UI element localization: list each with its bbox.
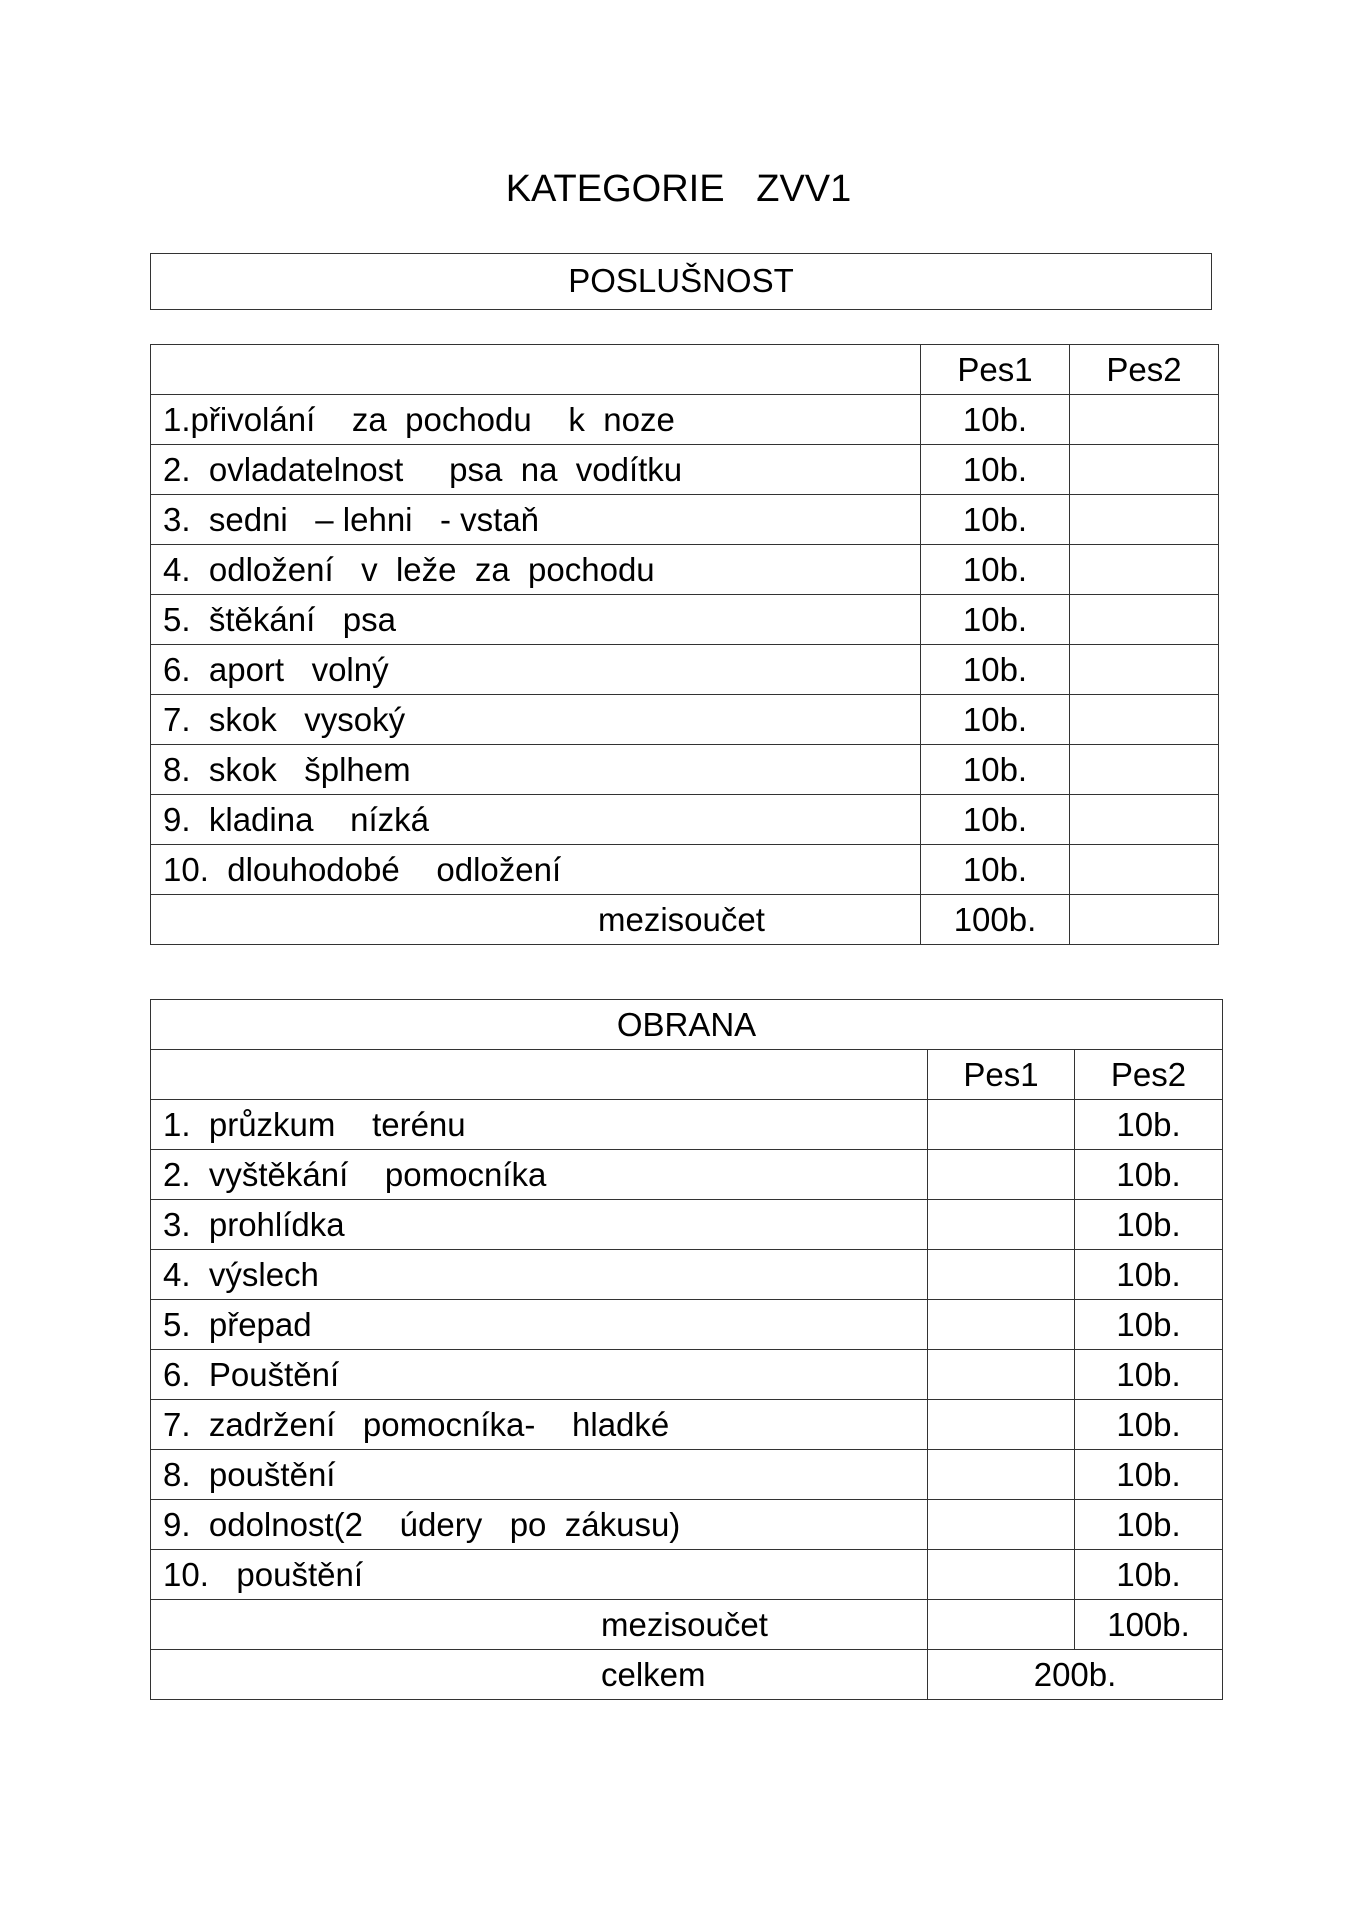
table-row	[151, 745, 1219, 795]
table-row	[151, 1350, 1223, 1400]
score-pes1	[928, 1150, 1075, 1200]
score-pes1	[928, 1250, 1075, 1300]
page-title: KATEGORIE ZVV1	[505, 168, 852, 210]
exercise-label: 4. odložení v leže za pochodu	[151, 545, 921, 595]
total-label: celkem	[151, 1650, 928, 1700]
score-pes2	[1070, 845, 1219, 895]
score-pes2	[1070, 495, 1219, 545]
score-pes2: 10b.	[1075, 1200, 1223, 1250]
table-row	[151, 845, 1219, 895]
table-row	[151, 1300, 1223, 1350]
table-row	[151, 495, 1219, 545]
exercise-label: 8. skok šplhem	[151, 745, 921, 795]
score-pes1	[928, 1350, 1075, 1400]
score-pes2	[1070, 795, 1219, 845]
table-row	[151, 595, 1219, 645]
exercise-label: 1.přivolání za pochodu k noze	[151, 395, 921, 445]
table-row	[151, 545, 1219, 595]
score-pes1: 10b.	[921, 745, 1070, 795]
score-pes2: 10b.	[1075, 1100, 1223, 1150]
exercise-label: 4. výslech	[151, 1250, 928, 1300]
table-row	[151, 1200, 1223, 1250]
score-pes1	[928, 1500, 1075, 1550]
table-row	[151, 695, 1219, 745]
header-blank	[151, 1050, 928, 1100]
header-blank	[151, 345, 921, 395]
score-pes1	[928, 1100, 1075, 1150]
score-pes1: 10b.	[921, 545, 1070, 595]
exercise-label: 9. odolnost(2 údery po zákusu)	[151, 1500, 928, 1550]
exercise-label: 2. vyštěkání pomocníka	[151, 1150, 928, 1200]
score-pes2: 10b.	[1075, 1450, 1223, 1500]
exercise-label: 1. průzkum terénu	[151, 1100, 928, 1150]
score-pes1: 10b.	[921, 445, 1070, 495]
score-pes1	[928, 1200, 1075, 1250]
table-row	[151, 1450, 1223, 1500]
exercise-label: 7. skok vysoký	[151, 695, 921, 745]
exercise-label: 6. Pouštění	[151, 1350, 928, 1400]
score-pes2: 10b.	[1075, 1500, 1223, 1550]
subtotal-label: mezisoučet	[151, 1600, 928, 1650]
exercise-label: 10. pouštění	[151, 1550, 928, 1600]
exercise-label: 2. ovladatelnost psa na vodítku	[151, 445, 921, 495]
score-pes2	[1070, 595, 1219, 645]
score-pes1	[928, 1400, 1075, 1450]
score-pes2: 10b.	[1075, 1250, 1223, 1300]
table-row	[151, 645, 1219, 695]
exercise-label: 6. aport volný	[151, 645, 921, 695]
defense-table	[150, 999, 1223, 1700]
score-pes1: 10b.	[921, 695, 1070, 745]
exercise-label: 8. pouštění	[151, 1450, 928, 1500]
column-header-pes2: Pes2	[1075, 1050, 1223, 1100]
score-pes2	[1070, 395, 1219, 445]
score-pes1: 10b.	[921, 645, 1070, 695]
obedience-heading: POSLUŠNOST	[150, 253, 1212, 310]
score-pes1: 10b.	[921, 395, 1070, 445]
exercise-label: 5. štěkání psa	[151, 595, 921, 645]
subtotal-label: mezisoučet	[151, 895, 921, 945]
score-pes2: 10b.	[1075, 1550, 1223, 1600]
table-row	[151, 795, 1219, 845]
table-row	[151, 1400, 1223, 1450]
total-row	[151, 1650, 1223, 1700]
score-pes2: 10b.	[1075, 1400, 1223, 1450]
score-pes1	[928, 1550, 1075, 1600]
exercise-label: 3. sedni – lehni - vstaň	[151, 495, 921, 545]
score-pes1: 10b.	[921, 845, 1070, 895]
defense-heading-row	[151, 1000, 1223, 1050]
score-pes2	[1070, 745, 1219, 795]
column-header-pes1: Pes1	[928, 1050, 1075, 1100]
table-row	[151, 1500, 1223, 1550]
subtotal-pes2	[1070, 895, 1219, 945]
score-pes2	[1070, 645, 1219, 695]
score-pes2: 10b.	[1075, 1350, 1223, 1400]
table-row	[151, 1150, 1223, 1200]
column-header-pes1: Pes1	[921, 345, 1070, 395]
subtotal-row	[151, 1600, 1223, 1650]
table-row	[151, 395, 1219, 445]
table-row	[151, 1550, 1223, 1600]
table-header-row	[151, 1050, 1223, 1100]
score-pes2: 10b.	[1075, 1150, 1223, 1200]
score-pes2	[1070, 445, 1219, 495]
exercise-label: 5. přepad	[151, 1300, 928, 1350]
exercise-label: 9. kladina nízká	[151, 795, 921, 845]
subtotal-row	[151, 895, 1219, 945]
score-pes2	[1070, 695, 1219, 745]
score-pes1: 10b.	[921, 595, 1070, 645]
score-pes1: 10b.	[921, 795, 1070, 845]
table-row	[151, 1250, 1223, 1300]
column-header-pes2: Pes2	[1070, 345, 1219, 395]
defense-heading: OBRANA	[151, 1000, 1223, 1050]
table-row	[151, 1100, 1223, 1150]
score-pes2: 10b.	[1075, 1300, 1223, 1350]
total-value: 200b.	[928, 1650, 1223, 1700]
table-row	[151, 445, 1219, 495]
score-pes1	[928, 1450, 1075, 1500]
obedience-table	[150, 344, 1219, 945]
subtotal-pes1: 100b.	[921, 895, 1070, 945]
exercise-label: 3. prohlídka	[151, 1200, 928, 1250]
subtotal-pes1	[928, 1600, 1075, 1650]
score-pes2	[1070, 545, 1219, 595]
exercise-label: 7. zadržení pomocníka- hladké	[151, 1400, 928, 1450]
score-pes1	[928, 1300, 1075, 1350]
score-pes1: 10b.	[921, 495, 1070, 545]
subtotal-pes2: 100b.	[1075, 1600, 1223, 1650]
exercise-label: 10. dlouhodobé odložení	[151, 845, 921, 895]
table-header-row	[151, 345, 1219, 395]
